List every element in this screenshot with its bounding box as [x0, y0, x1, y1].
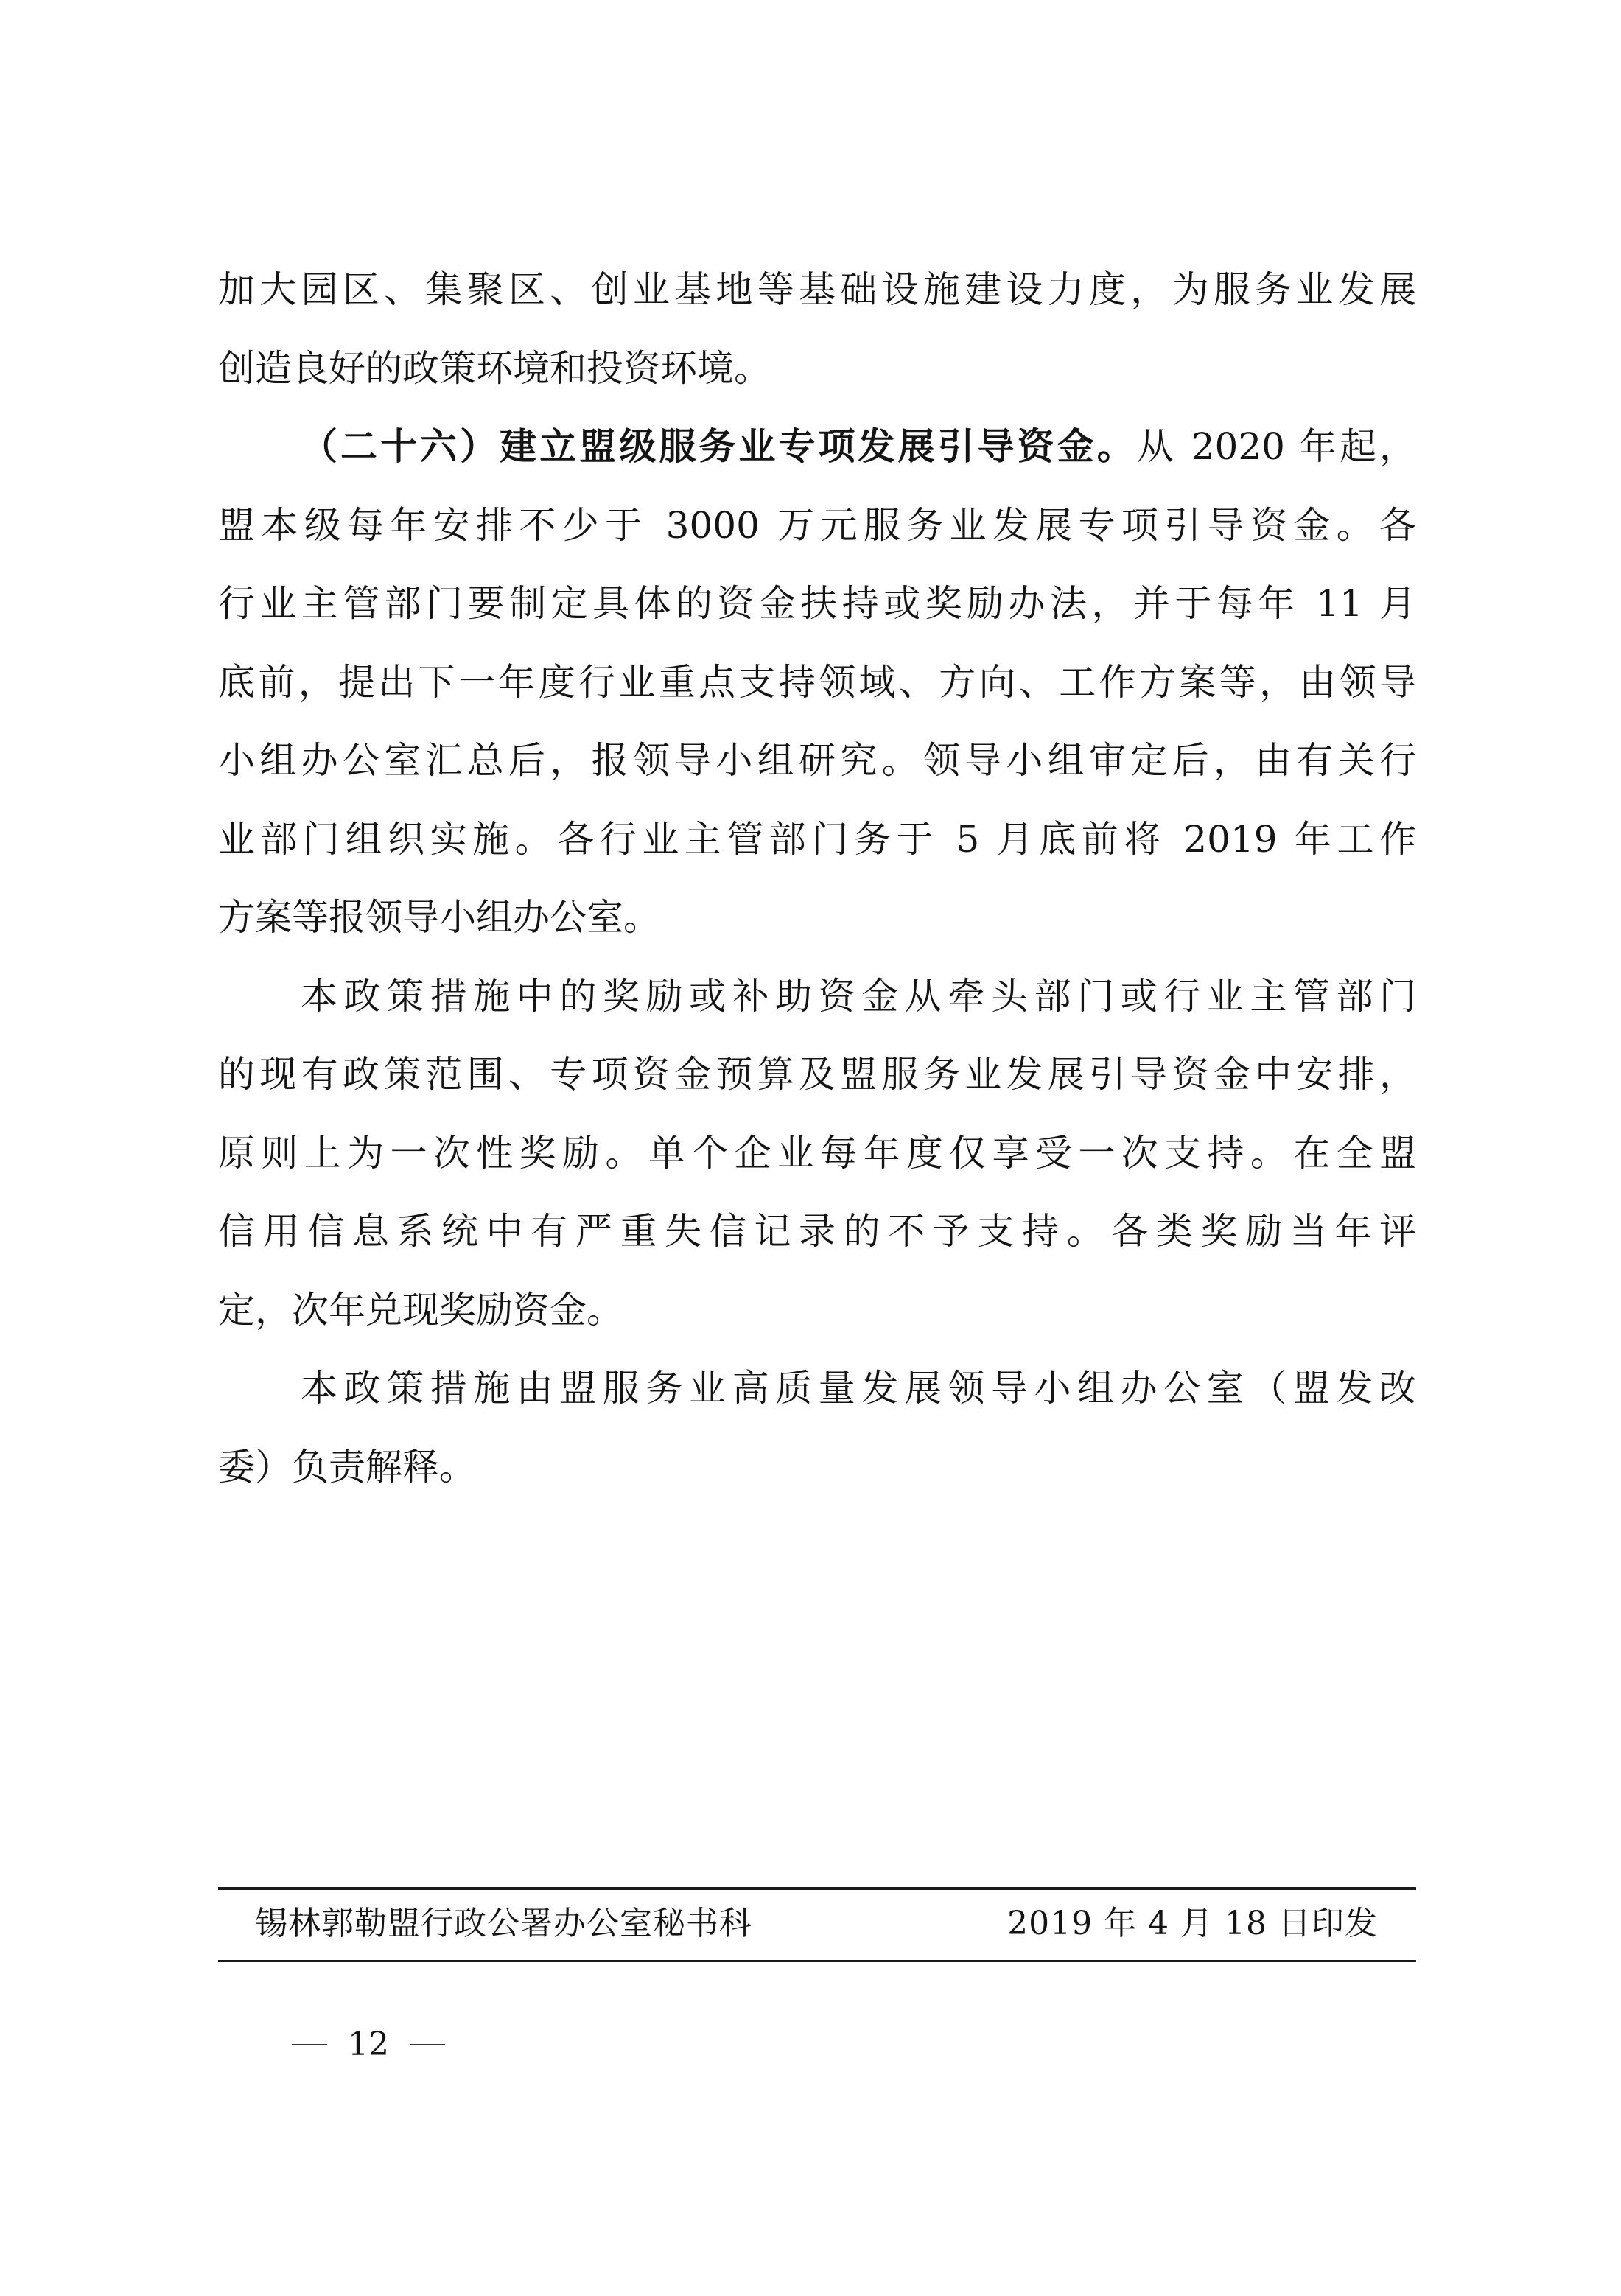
dash-icon	[292, 2044, 327, 2045]
text-line: 盟本级每年安排不少于 3000 万元服务业发展专项引导资金。各	[218, 503, 1416, 547]
text-line: 行业主管部门要制定具体的资金扶持或奖励办法，并于每年 11 月	[218, 582, 1416, 625]
text-line: 本政策措施由盟服务业高质量发展领导小组办公室（盟发改	[301, 1367, 1416, 1410]
imprint-date: 2019 年 4 月 18 日印发	[1007, 1905, 1378, 1942]
imprint-top-rule	[218, 1887, 1416, 1890]
text-line: 原则上为一次性奖励。单个企业每年度仅享受一次支持。在全盟	[218, 1131, 1416, 1175]
text-line: 定，次年兑现奖励资金。	[218, 1288, 623, 1331]
text-line: 业部门组织实施。各行业主管部门务于 5 月底前将 2019 年工作	[218, 817, 1416, 861]
text-line: 底前，提出下一年度行业重点支持领域、方向、工作方案等，由领导	[218, 660, 1416, 704]
text-line: 委）负责解释。	[218, 1445, 476, 1488]
section-26-first-line	[218, 407, 1416, 486]
page-number	[292, 2023, 445, 2067]
page-number-value: 12	[348, 2026, 389, 2063]
text-line: 方案等报领导小组办公室。	[218, 896, 660, 939]
imprint-bottom-rule	[218, 1960, 1416, 1962]
text-line: 信用信息系统中有严重失信记录的不予支持。各类奖励当年评	[218, 1210, 1416, 1253]
text-line: 的现有政策范围、专项资金预算及盟服务业发展引导资金中安排，	[218, 1053, 1416, 1096]
section-26-first-line-tail: 从 2020 年起，	[1136, 425, 1416, 468]
document-body	[218, 251, 1416, 1506]
dash-icon	[410, 2044, 445, 2045]
text-line: 本政策措施中的奖励或补助资金从牵头部门或行业主管部门	[301, 974, 1416, 1018]
section-26-heading: （二十六）建立盟级服务业专项发展引导资金。	[301, 424, 1137, 468]
imprint-organization: 锡林郭勒盟行政公署办公室秘书科	[255, 1905, 752, 1942]
text-line: 小组办公室汇总后，报领导小组研究。领导小组审定后，由有关行	[218, 739, 1416, 782]
text-line: 加大园区、集聚区、创业基地等基础设施建设力度，为服务业发展	[218, 268, 1416, 311]
text-line: 创造良好的政策环境和投资环境。	[218, 346, 771, 390]
